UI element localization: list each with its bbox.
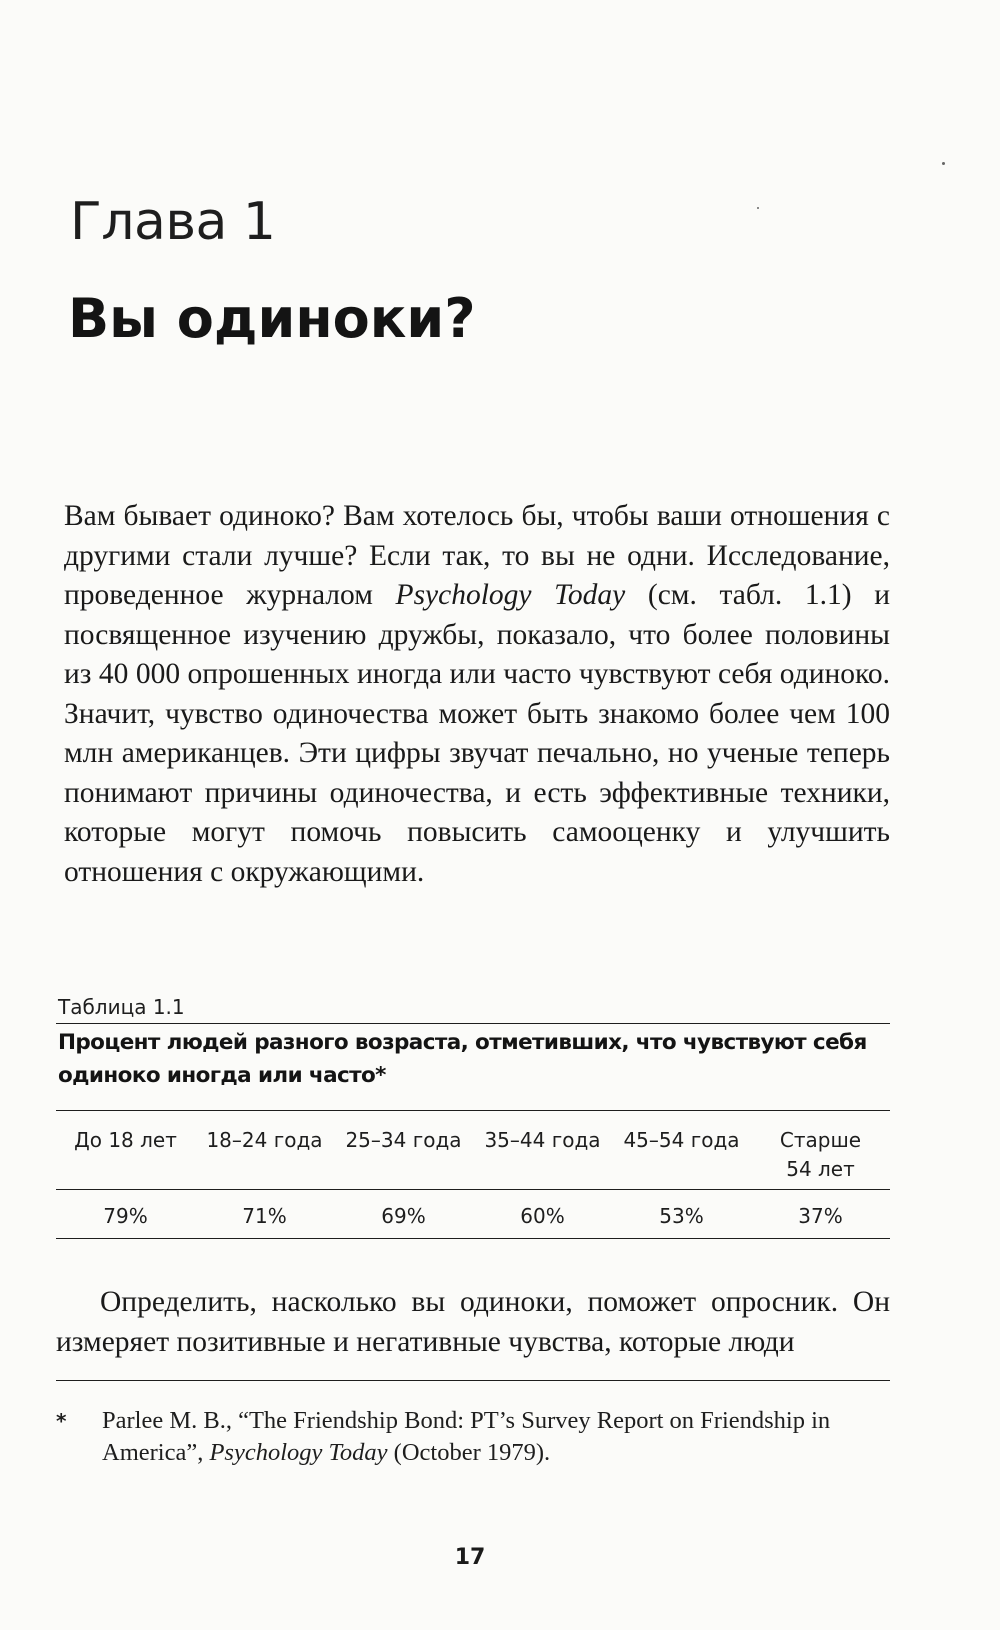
table-header-cell: 35–44 года bbox=[484, 1128, 601, 1152]
intro-text-part: (см. табл. 1.1) и посвященное изучению дружбы, показало, что более половины из 40 000 опрошенных иногда или часто чувствуют себя одиноко. Значит, чувство одиночества может быть знакомо более чем 100 млн американцев. Эти цифры звучат печально, но ученые теперь понимают причины одиночества, и есть эффективные техники, которые могут помочь повысить самооценку и улучшить отношения с окружающими. bbox=[64, 579, 890, 888]
footnote bbox=[56, 1405, 890, 1469]
footnote-journal: Psychology Today bbox=[209, 1439, 388, 1466]
scan-speck bbox=[942, 162, 945, 165]
table-value-row bbox=[56, 1202, 890, 1231]
table-value-cell: 37% bbox=[798, 1204, 843, 1228]
footnote-mark: * bbox=[56, 1409, 67, 1433]
table-header-row bbox=[56, 1126, 890, 1184]
footnote-rule bbox=[56, 1380, 890, 1381]
table-header-cell: 25–34 года bbox=[345, 1128, 462, 1152]
footnote-text bbox=[102, 1405, 890, 1469]
table-value-cell: 69% bbox=[381, 1204, 426, 1228]
footnote-text-part: (October 1979). bbox=[387, 1439, 551, 1466]
table-header-cell: 18–24 года bbox=[206, 1128, 323, 1152]
table-header-cell: Старше 54 лет bbox=[779, 1128, 862, 1181]
intro-text-part: Вам бывает одиноко? Вам хотелось бы, чтобы ваши отношения с другими стали лучше? Если так, то вы не одни. Исследование, проведенное журналом bbox=[64, 500, 890, 611]
chapter-title: Вы одиноки? bbox=[68, 287, 476, 350]
table-header-cell: 45–54 года bbox=[623, 1128, 740, 1152]
scan-speck bbox=[757, 207, 759, 209]
journal-name: Psychology Today bbox=[395, 579, 626, 611]
table-mid-rule bbox=[56, 1189, 890, 1190]
table-header-rule bbox=[56, 1110, 890, 1111]
table-value-cell: 79% bbox=[103, 1204, 148, 1228]
table-value-cell: 71% bbox=[242, 1204, 287, 1228]
footnote-text-part: Parlee M. B., “The Friendship Bond: PT’s Survey Report on Friendship in America”, bbox=[102, 1407, 831, 1466]
table-title: Процент людей разного возраста, отметивших, что чувствуют себя одиноко иногда или часто* bbox=[58, 1030, 867, 1088]
intro-paragraph bbox=[64, 497, 890, 892]
table-value-cell: 53% bbox=[659, 1204, 704, 1228]
table-top-rule bbox=[56, 1023, 890, 1024]
table-label: Таблица 1.1 bbox=[58, 995, 185, 1019]
chapter-number: Глава 1 bbox=[70, 192, 276, 252]
table-bottom-rule bbox=[56, 1238, 890, 1239]
page-number: 17 bbox=[454, 1545, 486, 1570]
second-paragraph: Определить, насколько вы одиноки, поможет опросник. Он измеряет позитивные и негативные чувства, которые люди bbox=[56, 1286, 890, 1358]
table-header-cell: До 18 лет bbox=[74, 1128, 177, 1152]
table-value-cell: 60% bbox=[520, 1204, 565, 1228]
